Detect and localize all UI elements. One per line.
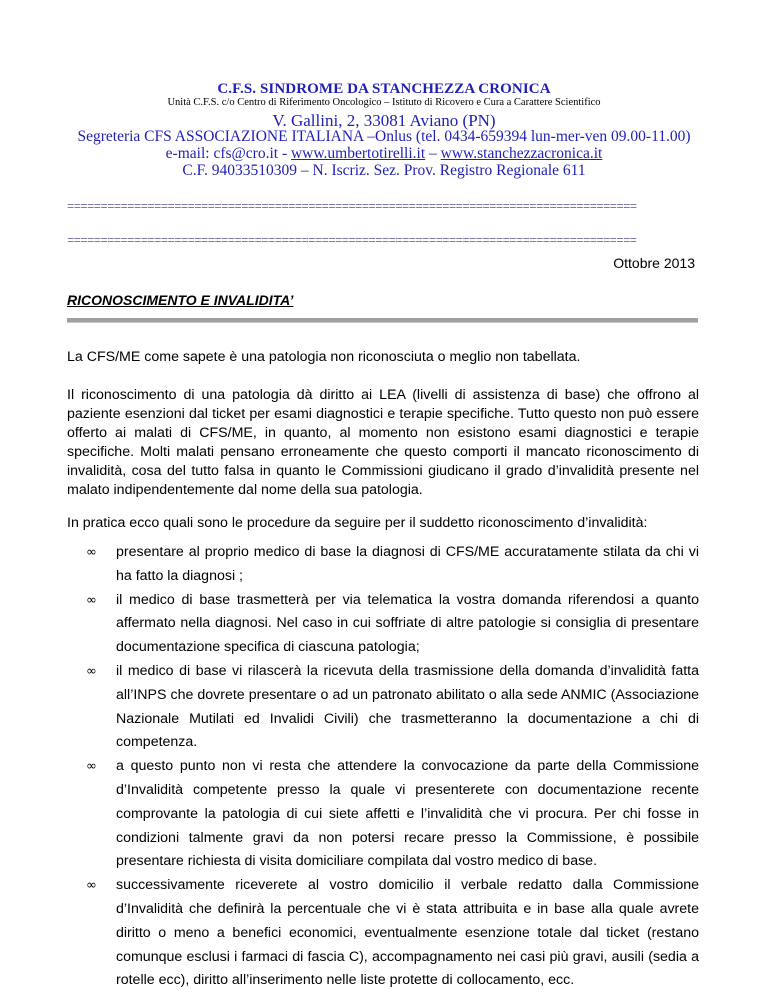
- list-item: ∞ il medico di base trasmetterà per via telematica la vostra domanda riferendosi a quanto affermato nella diagnosi. Nel caso in cui soffriate di altre patologie si consiglia di presentare documentazione specifica di ciascuna patologia;: [86, 589, 699, 660]
- list-item: ∞ successivamente riceverete al vostro domicilio il verbale redatto dalla Commissione d’Invalidità che definirà la percentuale che vi è stata attribuita e in base alla quale avrete diritto o meno a benefici economici, eventualmente esenzione totale dal ticket (restano comunque esclusi i farmaci di fascia C), accompagnamento nei casi più gravi, ausili (sedia a rotelle ecc), diritto all’inserimento nelle liste protette di collocamento, ecc.: [86, 874, 699, 993]
- list-item: ∞ presentare al proprio medico di base la diagnosi di CFS/ME accuratamente stilata da chi vi ha fatto la diagnosi ;: [86, 541, 699, 589]
- secretariat-line: Segreteria CFS ASSOCIAZIONE ITALIANA –Onlus (tel. 0434-659394 lun-mer-ven 09.00-11.00): [77, 128, 691, 145]
- document-title: RICONOSCIMENTO E INVALIDITA’: [67, 292, 294, 308]
- procedure-intro: In pratica ecco quali sono le procedure da seguire per il suddetto riconoscimento d’invalidità:: [67, 515, 648, 531]
- separator-line-bottom: =====================================================================================: [67, 234, 637, 248]
- document-date: Ottobre 2013: [613, 255, 695, 271]
- unit-line: Unità C.F.S. c/o Centro di Riferimento Oncologico – Istituto di Ricovero e Cura a Carattere Scientifico: [167, 97, 601, 108]
- title-divider: [67, 318, 698, 323]
- address-line: V. Gallini, 2, 33081 Aviano (PN): [272, 111, 496, 130]
- intro-paragraph: La CFS/ME come sapete è una patologia non riconosciuta o meglio non tabellata.: [67, 349, 581, 365]
- bullet-icon: ∞: [86, 759, 97, 775]
- link-separator: –: [425, 145, 441, 162]
- bullet-icon: ∞: [86, 663, 97, 679]
- bullet-icon: ∞: [86, 545, 97, 560]
- email-text: e-mail: cfs@cro.it -: [165, 145, 291, 162]
- separator-line-top: =====================================================================================: [67, 200, 637, 214]
- bullet-icon: ∞: [86, 878, 97, 894]
- umbertotirelli-link[interactable]: www.umbertotirelli.it: [290, 145, 426, 162]
- list-item: ∞ a questo punto non vi resta che attendere la convocazione da parte della Commissione d’Invalidità competente presso la quale vi presenterete con documentazione recente comprovante la patologia di cui siete affetti e l’invalidità che vi procura. Per chi fosse in condizioni talmente gravi da non potersi recare presso la Commissione, è possibile presentare richiesta di visita domiciliare compilata dal vostro medico di base.: [86, 755, 699, 874]
- stanchezzacronica-link[interactable]: www.stanchezzacronica.it: [440, 145, 603, 162]
- bullet-icon: ∞: [86, 592, 97, 608]
- registry-line: C.F. 94033510309 – N. Iscriz. Sez. Prov. Registro Regionale 611: [182, 162, 586, 179]
- list-item: ∞ il medico di base vi rilascerà la ricevuta della trasmissione della domanda d’invalidità fatta all’INPS che dovrete presentare o ad un patronato abilitato o alla sede ANMIC (Associazione Nazionale Mutilati ed Invalidi Civili) che trasmetteranno la documentazione a chi di competenza.: [86, 660, 699, 755]
- org-title: C.F.S. SINDROME DA STANCHEZZA CRONICA: [217, 81, 551, 97]
- recognition-paragraph: Il riconoscimento di una patologia dà diritto ai LEA (livelli di assistenza di base) che offrono al paziente esenzioni dal ticket per esami diagnostici e terapie specifiche. Tutto questo non può essere offerto ai malati di CFS/ME, in quanto, al momento non esistono esami diagnostici e terapie specifiche. Molti malati pensano erroneamente che questo comporti il mancato riconoscimento di invalidità, cosa del tutto falsa in quanto le Commissioni giudicano il grado d’invalidità presente nel malato indipendentemente dal nome della sua patologia.: [67, 387, 699, 498]
- procedure-list: [86, 541, 699, 993]
- contact-line: [0, 145, 768, 163]
